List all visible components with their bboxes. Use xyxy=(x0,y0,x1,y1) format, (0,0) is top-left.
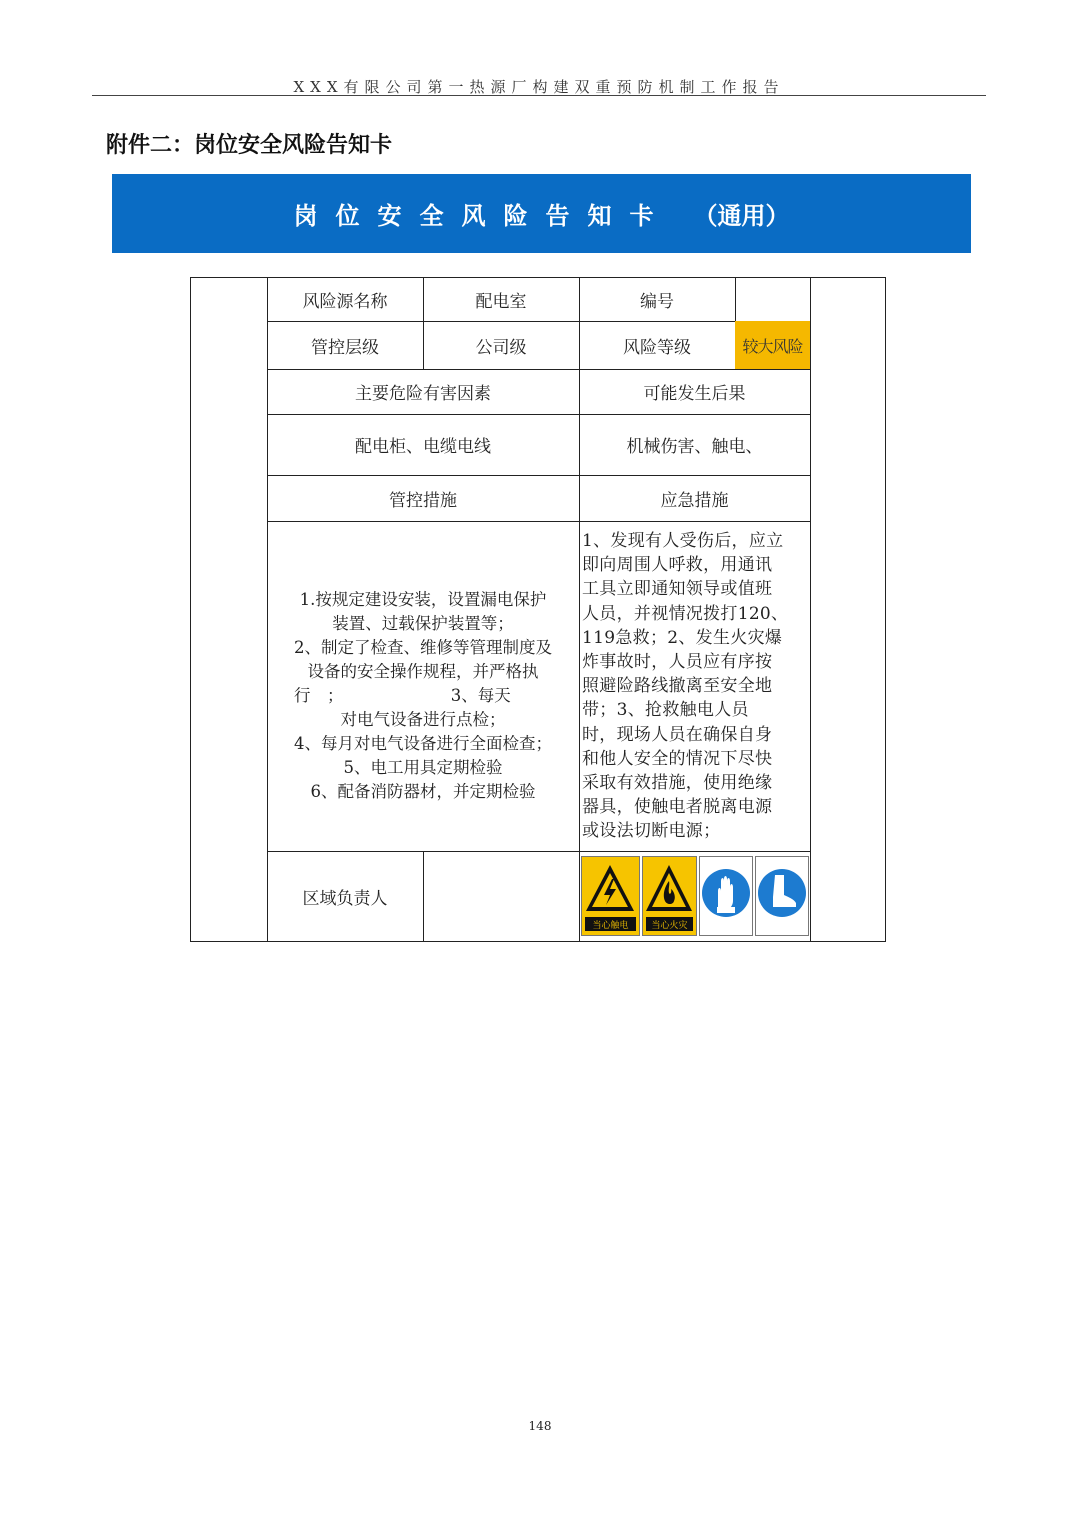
emergency-line: 采取有效措施，使用绝缘 xyxy=(582,773,773,794)
attachment-title: 附件二：岗位安全风险告知卡 xyxy=(106,133,393,158)
control-level-label: 管控层级 xyxy=(267,321,424,370)
risk-source-label: 风险源名称 xyxy=(267,277,424,322)
emergency-line: 人员，并视情况拨打120、 xyxy=(582,603,789,624)
control-measure-line: 1.按规定建设安装，设置漏电保护 xyxy=(299,590,547,609)
wear-gloves-icon xyxy=(699,856,753,936)
emergency-line: 照避险路线撤离至安全地 xyxy=(582,676,773,697)
fire-warning-icon xyxy=(642,856,697,936)
control-measures-label: 管控措施 xyxy=(267,475,580,522)
page-number: 148 xyxy=(528,1419,552,1433)
control-measure-line: 对电气设备进行点检； xyxy=(340,710,506,729)
control-measure-line: 装置、过载保护装置等； xyxy=(332,614,514,633)
emergency-line: 或设法切断电源； xyxy=(582,821,721,842)
control-measure-line: 6、配备消防器材，并定期检验 xyxy=(310,782,536,801)
risk-source-value: 配电室 xyxy=(423,277,580,322)
control-measure-line: 4、每月对电气设备进行全面检查； xyxy=(294,734,552,753)
emergency-line: 带；3、抢救触电人员 xyxy=(582,700,749,721)
electric-shock-warning-icon xyxy=(581,856,640,936)
emergency-line: 119急救；2、发生火灾爆 xyxy=(582,627,783,648)
emergency-line: 炸事故时，人员应有序按 xyxy=(582,652,773,673)
code-label: 编号 xyxy=(579,277,736,322)
consequences-value: 机械伤害、触电、 xyxy=(579,414,811,476)
emergency-line: 即向周围人呼救，用通讯 xyxy=(582,555,773,576)
sign-caption: 当心触电 xyxy=(591,921,629,931)
banner-title: 岗位安全风险告知卡 xyxy=(293,201,672,230)
risk-level-badge: 较大风险 xyxy=(735,321,811,370)
header-rule xyxy=(92,95,986,96)
area-owner-label: 区域负责人 xyxy=(267,851,424,942)
area-owner-value xyxy=(423,851,580,942)
control-measure-line: 5、电工用具定期检验 xyxy=(343,758,503,777)
emergency-measures-cell xyxy=(579,521,811,852)
banner-subtitle: （通用） xyxy=(693,201,790,230)
control-measure-line: 行 ； 3、每天 xyxy=(294,686,511,705)
hazards-value: 配电柜、电缆电线 xyxy=(267,414,580,476)
emergency-measures-label: 应急措施 xyxy=(579,475,811,522)
running-header: XXX有限公司第一热源厂构建双重预防机制工作报告 xyxy=(293,78,785,96)
consequences-label: 可能发生后果 xyxy=(579,369,811,415)
emergency-line: 器具，使触电者脱离电源 xyxy=(582,797,773,818)
emergency-line: 工具立即通知领导或值班 xyxy=(582,579,773,600)
risk-level-label: 风险等级 xyxy=(579,321,736,370)
control-measure-line: 设备的安全操作规程，并严格执 xyxy=(307,662,539,681)
emergency-line: 和他人安全的情况下尽快 xyxy=(582,748,773,769)
hazards-label: 主要危险有害因素 xyxy=(267,369,580,415)
code-value xyxy=(735,277,811,322)
control-level-value: 公司级 xyxy=(423,321,580,370)
control-measures-cell xyxy=(267,521,580,852)
emergency-line: 1、发现有人受伤后，应立 xyxy=(582,531,784,551)
wear-insulated-shoes-icon xyxy=(755,856,809,936)
card-banner xyxy=(112,174,971,253)
safety-signs-cell xyxy=(579,851,811,942)
control-measure-line: 2、制定了检查、维修等管理制度及 xyxy=(294,638,552,657)
emergency-line: 时，现场人员在确保自身 xyxy=(582,724,773,745)
sign-caption: 当心火灾 xyxy=(650,921,688,931)
